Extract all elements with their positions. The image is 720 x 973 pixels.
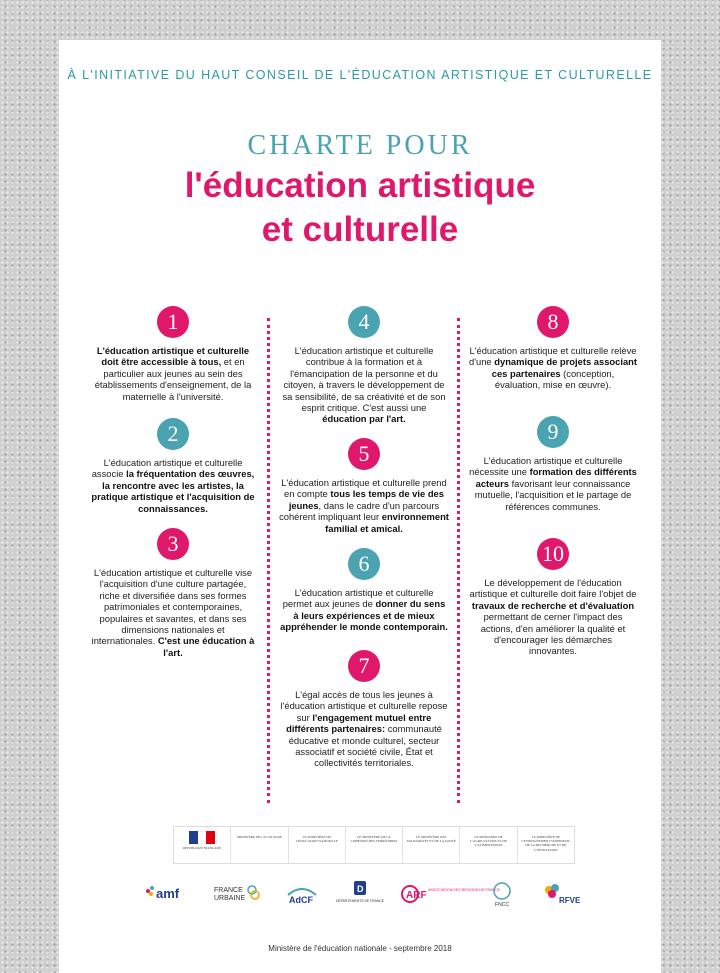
arf-logo (400, 882, 501, 906)
svg-text:URBAINE: URBAINE (214, 895, 246, 902)
principle-1-text: et en particulier aux jeunes au sein des établissements d'enseignement, de la maternelle à l'université. (94, 356, 252, 402)
principle-5-text-b: , dans le cadre d'un parcours cohérent impliquant leur (279, 499, 440, 523)
principle-4-bold: éducation par l'art. (322, 413, 406, 425)
principle-1 (89, 306, 257, 402)
principle-5 (279, 438, 449, 534)
ministry-education-logo: LE MINISTÈRE DE L'ÉDUCATION NATIONALE (289, 827, 346, 863)
principle-3-text: L'éducation artistique et culturelle vise l'acquisition d'une culture partagée, riche et diversifiée dans ses formes patrimoniales et contemporaines, populaires et savantes, et dans ses dimensions nationales et internationales. (91, 567, 253, 647)
principle-5-bold-a: tous les temps de vie des jeunes (288, 488, 444, 511)
principle-5-text-a: L'éducation artistique et culturelle prend en compte (281, 477, 447, 500)
rfve-logo (539, 881, 583, 907)
principle-5-bold-b: environnement familial et amical. (325, 511, 449, 534)
number-circle-8: 8 (537, 306, 569, 338)
principle-8-text-b: (conception, évaluation, mise en œuvre). (494, 367, 615, 391)
principle-7-text-a: L'égal accès de tous les jeunes à l'éducation artistique et culturelle repose sur (280, 689, 448, 723)
ministries-logo-strip (173, 826, 575, 864)
svg-text:FNCC: FNCC (494, 902, 509, 908)
number-circle-5: 5 (348, 438, 380, 470)
principle-7-text-b: communauté éducative et monde culturel, secteur associatif et société civile, État et collectivités territoriales. (288, 723, 442, 769)
ministry-culture-logo: MINISTÈRE DE LA CULTURE (231, 827, 288, 863)
title-line-2: et culturelle (261, 210, 459, 249)
principle-7-bold: l'engagement mutuel entre différents partenaires: (286, 711, 432, 735)
principle-8 (469, 306, 637, 391)
number-circle-9: 9 (537, 416, 569, 448)
svg-text:ASSOCIATION DES RÉGIONS DE FRA: ASSOCIATION DES RÉGIONS DE FRANCE (428, 888, 501, 892)
number-circle-1: 1 (157, 306, 189, 338)
principle-2-bold: la fréquentation des œuvres, la rencontre avec les artistes, la pratique artistique et l'acquisition de connaissances. (91, 468, 255, 514)
amf-logo (143, 883, 189, 905)
ministry-sante-logo: LE MINISTÈRE DES SOLIDARITÉS ET DE LA SANTÉ (403, 827, 460, 863)
svg-text:DÉPARTEMENTS DE FRANCE: DÉPARTEMENTS DE FRANCE (335, 899, 385, 903)
charte-pour-heading: CHARTE POUR (247, 130, 473, 161)
principle-9 (469, 416, 637, 512)
principle-4 (279, 306, 449, 425)
number-circle-10: 10 (537, 538, 569, 570)
svg-text:AdCF: AdCF (288, 895, 313, 905)
ministry-territoires-logo: LE MINISTÈRE DE LA COHÉSION DES TERRITOIRES (346, 827, 403, 863)
svg-text:RFVE: RFVE (558, 896, 581, 905)
initiative-line: À L'INITIATIVE DU HAUT CONSEIL DE L'ÉDUCATION ARTISTIQUE ET CULTURELLE (67, 68, 653, 82)
number-circle-6: 6 (348, 548, 380, 580)
french-flag-icon (189, 831, 215, 844)
principle-10-text-a: Le développement de l'éducation artistique et culturelle doit faire l'objet de (469, 577, 637, 600)
principle-7 (279, 650, 449, 769)
number-circle-2: 2 (157, 418, 189, 450)
principle-10 (469, 538, 637, 657)
republique-francaise-label: RÉPUBLIQUE FRANÇAISE (182, 846, 222, 850)
number-circle-7: 7 (348, 650, 380, 682)
principle-6 (279, 548, 449, 633)
principle-4-text: L'éducation artistique et culturelle contribue à la formation et à l'émancipation de la personne et du citoyen, à travers le développement de sa sensibilité, de sa créativité et de son esprit critique. C'est aussi une (282, 345, 446, 414)
fncc-logo (488, 880, 516, 908)
page-title (59, 164, 661, 252)
column-divider-left (267, 318, 270, 803)
republique-francaise-logo (174, 827, 231, 863)
svg-text:ARF: ARF (406, 890, 427, 901)
ministry-recherche-logo: LE MINISTÈRE DE L'ENSEIGNEMENT SUPÉRIEUR, DE LA RECHERCHE ET DE L'INNOVATION (521, 835, 571, 852)
departements-de-france-logo (335, 880, 385, 908)
principle-3-bold: C'est une éducation à l'art. (157, 635, 255, 658)
column-divider-right (457, 318, 460, 803)
number-circle-3: 3 (157, 528, 189, 560)
principle-2-text: L'éducation artistique et culturelle associe (91, 457, 243, 480)
principle-9-bold: formation des différents acteurs (475, 466, 637, 489)
principle-1-bold: L'éducation artistique et culturelle doit être accessible à tous, (96, 345, 250, 368)
principle-6-text: L'éducation artistique et culturelle permet aux jeunes de (282, 587, 434, 610)
principle-8-text-a: L'éducation artistique et culturelle relève d'une (469, 345, 637, 368)
principle-3 (89, 528, 257, 658)
principle-2 (89, 418, 257, 514)
number-circle-4: 4 (348, 306, 380, 338)
title-line-1: l'éducation artistique (184, 166, 536, 205)
adcf-logo (284, 881, 320, 907)
principle-10-text-b: permettant de cerner l'impact des actions, d'en améliorer la qualité et d'encourager les démarches innovantes. (480, 611, 626, 657)
france-urbaine-logo (212, 882, 260, 906)
charter-poster (59, 40, 661, 973)
principle-9-text-b: favorisant leur connaissance mutuelle, l'acquisition et le partage de références communes. (474, 477, 632, 512)
ministry-agriculture-logo: LE MINISTÈRE DE L'AGRICULTURE ET DE L'ALIMENTATION (460, 827, 517, 863)
partner-logos (143, 876, 583, 912)
principle-10-bold: travaux de recherche et d'évaluation (471, 599, 635, 611)
principle-8-bold: dynamique de projets associant ces partenaires (491, 356, 638, 379)
principle-9-text-a: L'éducation artistique et culturelle nécessite une (469, 455, 623, 478)
footer-credit: Ministère de l'éducation nationale - septembre 2018 (268, 944, 452, 953)
svg-text:FRANCE: FRANCE (214, 887, 244, 894)
svg-text:D: D (356, 884, 364, 894)
principle-6-bold: donner du sens à leurs expériences et de mieux appréhender le monde contemporain. (280, 598, 448, 633)
svg-text:amf: amf (156, 886, 180, 901)
